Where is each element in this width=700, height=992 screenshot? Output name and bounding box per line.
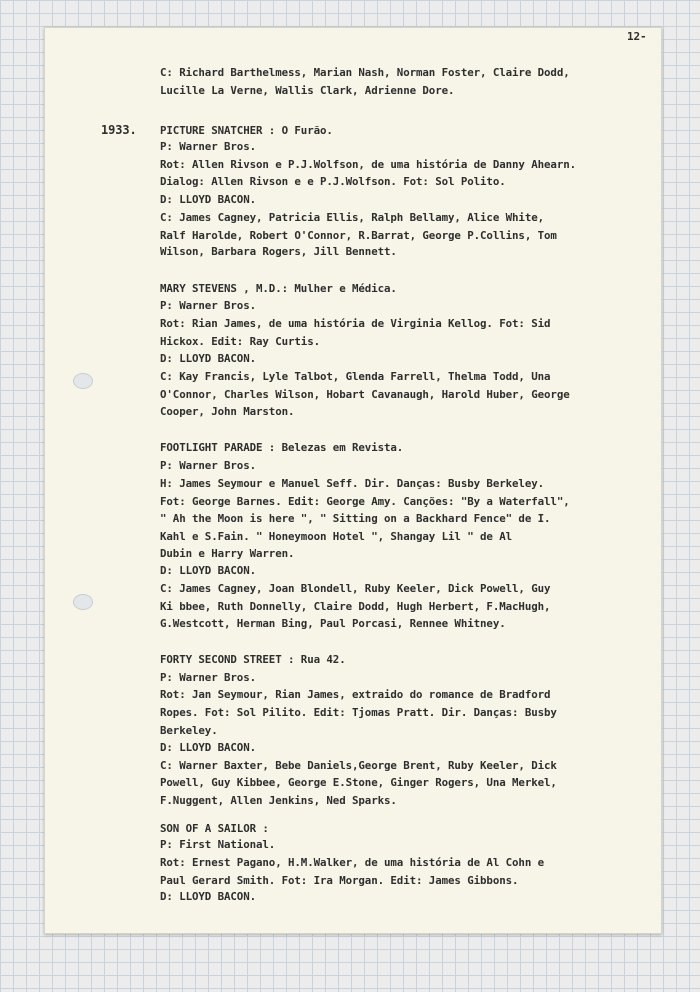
text-line: Ralf Harolde, Robert O'Connor, R.Barrat, George P.Collins, Tom <box>160 229 557 242</box>
text-line: D: LLOYD BACON. <box>160 564 257 577</box>
film-title: SON OF A SAILOR : <box>160 822 269 835</box>
text-line: Berkeley. <box>160 724 218 737</box>
text-line: P: Warner Bros. <box>160 140 257 153</box>
text-line: C: Warner Baxter, Bebe Daniels,George Brent, Ruby Keeler, Dick <box>160 759 557 772</box>
text-line: P: First National. <box>160 838 276 851</box>
text-line: Lucille La Verne, Wallis Clark, Adrienne Dore. <box>160 84 455 97</box>
text-line: Dialog: Allen Rivson e e P.J.Wolfson. Fot: Sol Polito. <box>160 175 506 188</box>
text-line: Ropes. Fot: Sol Pilito. Edit: Tjomas Pratt. Dir. Danças: Busby <box>160 706 557 719</box>
text-line: Cooper, John Marston. <box>160 405 295 418</box>
film-title: MARY STEVENS , M.D.: Mulher e Médica. <box>160 282 397 295</box>
year-label: 1933. <box>101 123 137 137</box>
text-line: C: James Cagney, Patricia Ellis, Ralph Bellamy, Alice White, <box>160 211 545 224</box>
text-line: P: Warner Bros. <box>160 459 257 472</box>
text-line: Paul Gerard Smith. Fot: Ira Morgan. Edit: James Gibbons. <box>160 874 519 887</box>
text-line: Rot: Ernest Pagano, H.M.Walker, de uma história de Al Cohn e <box>160 856 545 869</box>
text-line: D: LLOYD BACON. <box>160 741 257 754</box>
film-title: FOOTLIGHT PARADE : Belezas em Revista. <box>160 441 404 454</box>
film-title: PICTURE SNATCHER : O Furão. <box>160 124 333 137</box>
text-line: Hickox. Edit: Ray Curtis. <box>160 335 321 348</box>
page-number: 12- <box>627 30 647 43</box>
text-line: G.Westcott, Herman Bing, Paul Porcasi, Rennee Whitney. <box>160 617 506 630</box>
text-line: H: James Seymour e Manuel Seff. Dir. Danças: Busby Berkeley. <box>160 477 545 490</box>
text-line: P: Warner Bros. <box>160 299 257 312</box>
text-line: D: LLOYD BACON. <box>160 890 257 903</box>
text-line: Dubin e Harry Warren. <box>160 547 295 560</box>
text-line: Rot: Allen Rivson e P.J.Wolfson, de uma história de Danny Ahearn. <box>160 158 577 171</box>
text-line: D: LLOYD BACON. <box>160 193 257 206</box>
text-line: C: Richard Barthelmess, Marian Nash, Norman Foster, Claire Dodd, <box>160 66 570 79</box>
text-line: F.Nuggent, Allen Jenkins, Ned Sparks. <box>160 794 397 807</box>
text-line: O'Connor, Charles Wilson, Hobart Cavanaugh, Harold Huber, George <box>160 388 570 401</box>
punch-hole-bottom <box>73 594 93 610</box>
punch-hole-top <box>73 373 93 389</box>
text-line: Rot: Jan Seymour, Rian James, extraido do romance de Bradford <box>160 688 551 701</box>
text-line: Rot: Rian James, de uma história de Virginia Kellog. Fot: Sid <box>160 317 551 330</box>
text-line: " Ah the Moon is here ", " Sitting on a Backhard Fence" de I. <box>160 512 551 525</box>
text-line: Wilson, Barbara Rogers, Jill Bennett. <box>160 245 397 258</box>
text-line: D: LLOYD BACON. <box>160 352 257 365</box>
text-line: Powell, Guy Kibbee, George E.Stone, Ginger Rogers, Una Merkel, <box>160 776 557 789</box>
text-line: C: James Cagney, Joan Blondell, Ruby Keeler, Dick Powell, Guy <box>160 582 551 595</box>
text-line: Fot: George Barnes. Edit: George Amy. Canções: "By a Waterfall", <box>160 495 570 508</box>
text-line: Ki bbee, Ruth Donnelly, Claire Dodd, Hugh Herbert, F.MacHugh, <box>160 600 551 613</box>
text-line: Kahl e S.Fain. " Honeymoon Hotel ", Shangay Lil " de Al <box>160 530 513 543</box>
text-line: C: Kay Francis, Lyle Talbot, Glenda Farrell, Thelma Todd, Una <box>160 370 551 383</box>
film-title: FORTY SECOND STREET : Rua 42. <box>160 653 346 666</box>
text-line: P: Warner Bros. <box>160 671 257 684</box>
